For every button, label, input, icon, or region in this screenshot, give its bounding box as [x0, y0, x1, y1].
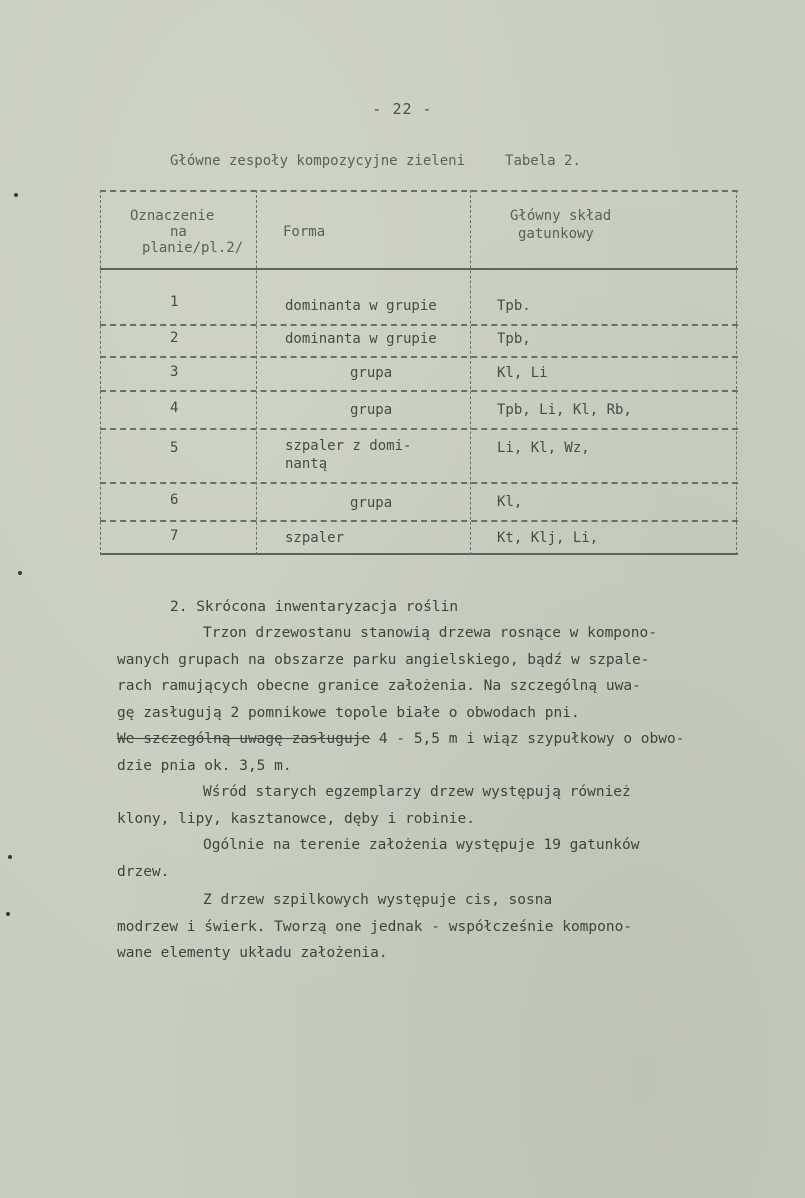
header-separator: [100, 268, 738, 270]
text-line: Ogólnie na terenie założenia występuje 19 gatunków: [203, 837, 640, 853]
column-divider: [470, 190, 471, 555]
composition-table: [100, 190, 738, 555]
text-line: Z drzew szpilkowych występuje cis, sosna: [203, 892, 553, 908]
text-line: klony, lipy, kasztanowce, dęby i robinie.: [117, 810, 475, 827]
header-glowny-sklad: Główny skład: [510, 208, 612, 224]
header-planie: planie/pl.2/: [142, 240, 244, 256]
page-number: - 22 -: [372, 100, 433, 118]
section-heading: 2. Skrócona inwentaryzacja roślin: [170, 599, 459, 615]
scan-speck: [14, 193, 18, 197]
table-right-border: [736, 190, 737, 555]
row-forma: dominanta w grupie: [285, 298, 437, 314]
text-line: modrzew i świerk. Tworzą one jednak - współcześnie kompono-: [117, 918, 633, 935]
scan-speck: [18, 571, 22, 575]
row-separator: [100, 520, 738, 522]
row-separator: [100, 428, 738, 430]
paragraph-wsrod: [117, 779, 757, 832]
header-na: na: [170, 224, 187, 240]
row-sklad: Kt, Klj, Li,: [497, 530, 599, 546]
table-title: Główne zespoły kompozycyjne zieleni: [170, 153, 466, 169]
row-sklad: Li, Kl, Wz,: [497, 440, 590, 456]
row-id: 3: [170, 364, 179, 380]
header-gatunkowy: gatunkowy: [518, 226, 594, 242]
row-forma: szpaler z domi-: [285, 438, 412, 454]
text-line: Wśród starych egzemplarzy drzew występują również: [203, 784, 631, 800]
row-forma: szpaler: [285, 530, 345, 546]
row-sklad: Kl,: [497, 494, 523, 510]
paragraph-szpilkowe: [117, 887, 757, 967]
table-label: Tabela 2.: [505, 153, 581, 169]
text-line: wane elementy układu założenia.: [117, 945, 388, 961]
struck-text: We szczególną uwagę zasługuje: [117, 731, 371, 747]
row-separator: [100, 482, 738, 484]
row-forma-cont: nantą: [285, 456, 328, 472]
row-sklad: Kl, Li: [497, 365, 548, 381]
scan-speck: [8, 855, 12, 859]
table-left-border: [100, 190, 101, 555]
row-id: 5: [170, 440, 179, 456]
text-line: [117, 726, 757, 753]
table-top-rule: [100, 190, 738, 192]
text-line: gę zasługują 2 pomnikowe topole białe o obwodach pni.: [117, 704, 580, 721]
row-separator: [100, 356, 738, 358]
row-forma: grupa: [350, 365, 393, 381]
text-line: dzie pnia ok. 3,5 m.: [117, 757, 292, 774]
paragraph-ogolnie: [117, 832, 757, 885]
text-line: rach ramujących obecne granice założenia. Na szczególną uwa-: [117, 678, 641, 694]
table-caption: [170, 153, 581, 169]
header-oznaczenie: Oznaczenie: [130, 208, 215, 224]
row-id: 2: [170, 330, 179, 346]
text-line: Trzon drzewostanu stanowią drzewa rosnące w kompono-: [203, 625, 657, 641]
row-id: 4: [170, 400, 179, 416]
text-line: wanych grupach na obszarze parku angielskiego, bądź w szpale-: [117, 651, 650, 668]
row-id: 1: [170, 294, 179, 310]
paragraph-trzon: [117, 620, 757, 779]
table-bottom-rule: [100, 553, 738, 555]
row-forma: grupa: [350, 495, 393, 511]
row-separator: [100, 324, 738, 326]
row-sklad: Tpb, Li, Kl, Rb,: [497, 402, 632, 418]
row-separator: [100, 390, 738, 392]
text-line: drzew.: [117, 863, 170, 880]
row-sklad: Tpb.: [497, 298, 531, 314]
row-sklad: Tpb,: [497, 331, 531, 347]
column-divider: [256, 190, 257, 555]
row-id: 7: [170, 528, 179, 544]
row-forma: grupa: [350, 402, 393, 418]
row-forma: dominanta w grupie: [285, 331, 437, 347]
text-fragment: 4 - 5,5 m i wiąz szypułkowy o obwo-: [378, 731, 685, 747]
row-id: 6: [170, 492, 179, 508]
header-forma: Forma: [283, 224, 326, 240]
scan-speck: [6, 912, 10, 916]
